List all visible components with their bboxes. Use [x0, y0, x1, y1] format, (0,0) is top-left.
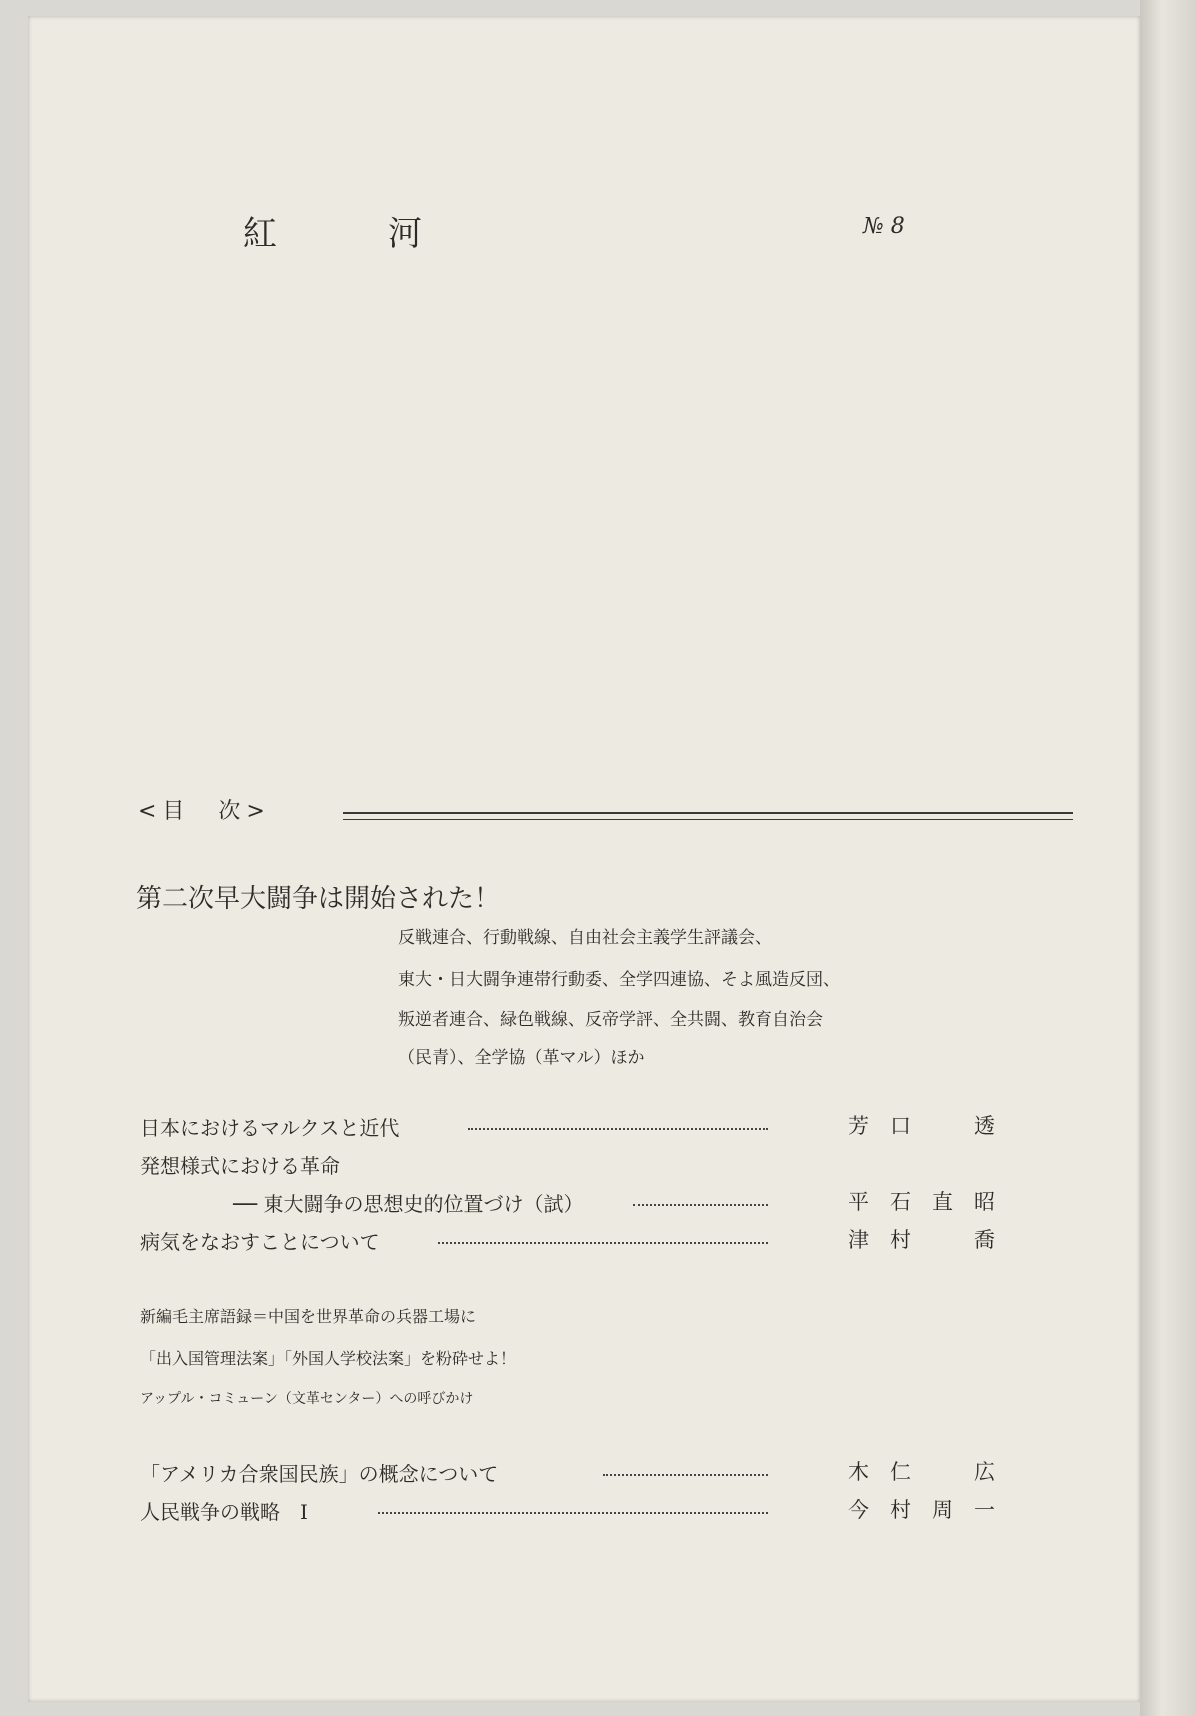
toc-entry-subtitle: ── 東大闘争の思想史的位置づけ（試）	[233, 1192, 584, 1216]
feature-orgs-line-1: 反戦連合、行動戦線、自由社会主義学生評議会、	[398, 928, 772, 948]
magazine-title-char-2: 河	[388, 214, 424, 254]
toc-entry-author: 津 村 喬	[848, 1228, 995, 1252]
toc-entry-title: 病気をなおすことについて	[140, 1230, 380, 1254]
toc-rule	[343, 812, 1073, 820]
feature-title: 第二次早大闘争は開始された！	[136, 884, 501, 914]
toc-leader	[378, 1512, 768, 1514]
notice-line: 新編毛主席語録＝中国を世界革命の兵器工場に	[140, 1307, 477, 1326]
magazine-title-char-1: 紅	[243, 214, 279, 254]
toc-entry-title: 「アメリカ合衆国民族」の概念について	[140, 1462, 499, 1486]
notice-line: アップル・コミューン（文革センター）への呼びかけ	[140, 1391, 474, 1407]
page-curl	[1140, 0, 1195, 1716]
toc-leader	[633, 1204, 768, 1206]
notice-line: 「出入国管理法案」「外国人学校法案」を粉砕せよ！	[140, 1349, 517, 1368]
toc-entry-author: 平 石 直 昭	[848, 1190, 995, 1214]
magazine-page	[28, 16, 1140, 1702]
feature-orgs-line-2: 東大・日大闘争連帯行動委、全学四連協、そよ風造反団、	[398, 970, 840, 990]
toc-entry-author: 芳 口 透	[848, 1114, 995, 1138]
toc-entry-title: 日本におけるマルクスと近代	[140, 1116, 400, 1140]
toc-heading: <目 次>	[138, 799, 271, 824]
feature-orgs-line-3: 叛逆者連合、緑色戦線、反帝学評、全共闘、教育自治会	[398, 1010, 823, 1030]
toc-leader	[603, 1474, 768, 1476]
toc-leader	[438, 1242, 768, 1244]
issue-number: № 8	[863, 214, 905, 239]
toc-entry-author: 木 仁 広	[848, 1460, 995, 1484]
toc-entry-author: 今 村 周 一	[848, 1498, 995, 1522]
feature-orgs-line-4: （民青）、全学協（革マル）ほか	[398, 1048, 645, 1068]
toc-entry-title: 発想様式における革命	[140, 1154, 340, 1178]
toc-leader	[468, 1128, 768, 1130]
toc-entry-title: 人民戦争の戦略 Ⅰ	[140, 1500, 308, 1524]
